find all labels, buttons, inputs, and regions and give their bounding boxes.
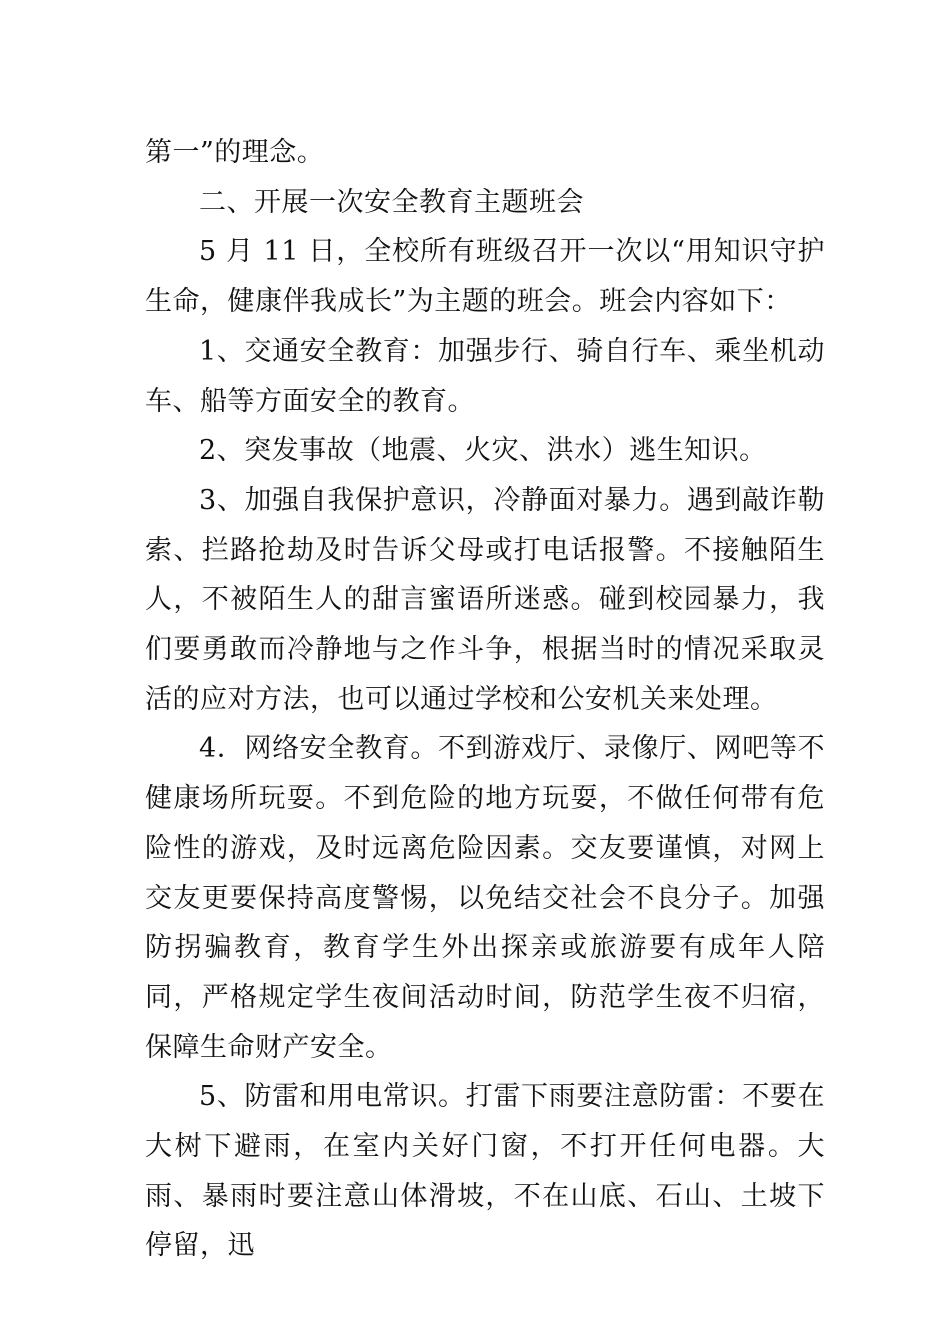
paragraph-continuation: 第一”的理念。 <box>145 137 325 168</box>
paragraph-item-1: 1、交通安全教育：加强步行、骑自行车、乘坐机动车、船等方面安全的教育。 <box>145 335 825 417</box>
paragraph-item-2: 2、突发事故（地震、火灾、洪水）逃生知识。 <box>199 435 767 467</box>
paragraph-item-3: 3、加强自我保护意识，冷静面对暴力。遇到敲诈勒索、拦路抢劫及时告诉父母或打电话报警。不接触陌生人，不被陌生人的甜言蜜语所迷惑。碰到校园暴力，我们要勇敢而冷静地与之作斗争，根据当时的情况采取灵活的应对方法，也可以通过学校和公安机关来处理。 <box>145 484 825 715</box>
paragraph-meeting-intro: 5 月 11 日，全校所有班级召开一次以“用知识守护生命，健康伴我成长”为主题的班会。班会内容如下： <box>145 236 825 318</box>
paragraph-item-5: 5、防雷和用电常识。打雷下雨要注意防雷：不要在大树下避雨，在室内关好门窗，不打开任何电器。大雨、暴雨时要注意山体滑坡，不在山底、石山、土坡下停留，迅 <box>145 1081 825 1262</box>
document-body <box>145 128 825 1271</box>
section-heading: 二、开展一次安全教育主题班会 <box>199 186 584 218</box>
paragraph-item-4: 4．网络安全教育。不到游戏厅、录像厅、网吧等不健康场所玩耍。不到危险的地方玩耍，不做任何带有危险性的游戏，及时远离危险因素。交友要谨慎，对网上交友更要保持高度警惕，以免结交社会不良分子。加强防拐骗教育，教育学生外出探亲或旅游要有成年人陪同，严格规定学生夜间活动时间，防范学生夜不归宿，保障生命财产安全。 <box>145 733 825 1063</box>
